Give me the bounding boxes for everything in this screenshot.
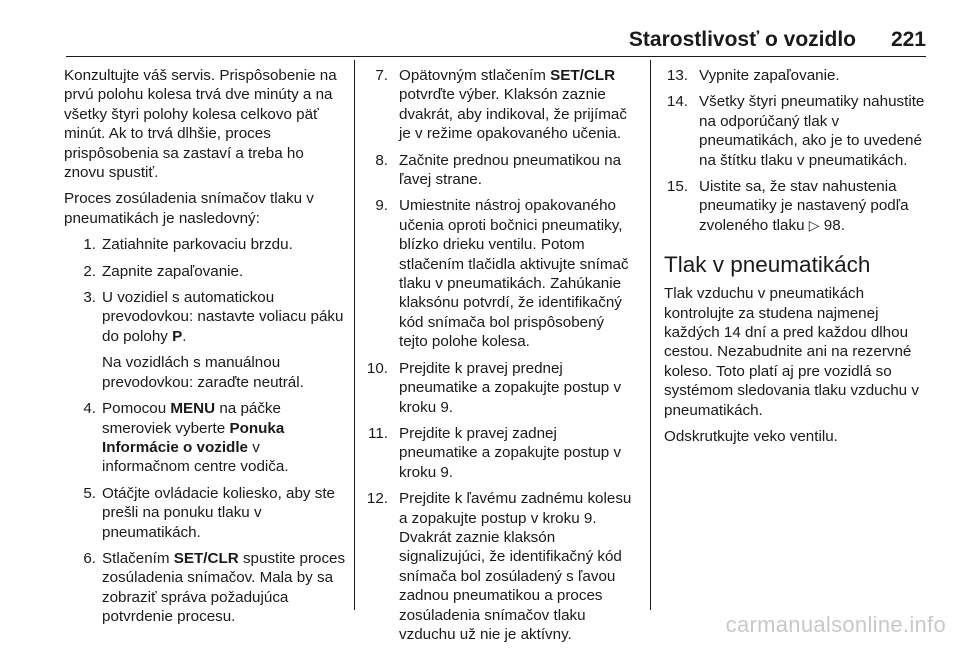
item-number: 15. — [666, 178, 688, 196]
item-text: Opätovným stlačením SET/CLR potvrďte výber. Klaksón zaznie dvakrát, aby indikoval, že prijímač je v režime opakovaného učenia. — [399, 67, 627, 143]
column-divider — [650, 60, 651, 610]
bold-label: SET/CLR — [550, 67, 616, 84]
item-number: 11. — [368, 424, 388, 442]
column-divider — [354, 60, 355, 610]
item-text: Stlačením SET/CLR spustite proces zosúladenia snímačov. Mala by sa zobraziť správa požadujúca potvrdenie procesu. — [102, 549, 346, 626]
item-text: Pomocou MENU na páčke smeroviek vyberte Ponuka Informácie o vozidle v informačnom centre vodiča. — [102, 400, 289, 476]
page-reference-link[interactable]: 98 — [823, 216, 841, 234]
item-number: 4. — [83, 400, 96, 418]
list-item — [364, 489, 636, 644]
item-number: 9. — [375, 197, 388, 215]
item-number: 6. — [83, 549, 96, 567]
list-item — [664, 66, 934, 85]
item-number: 1. — [83, 236, 96, 254]
item-number: 13. — [666, 67, 688, 84]
list-item — [64, 262, 346, 281]
list-item — [364, 359, 636, 417]
item-number: 3. — [83, 289, 96, 307]
page-title: Starostlivosť o vozidlo — [628, 28, 856, 51]
item-number: 10. — [366, 359, 388, 377]
item-text: Umiestnite nástroj opakovaného učenia oproti bočnici pneumatiky, blízko drieku ventilu. Potom stlačením tlačidla aktivujte snímač tlaku v pneumatikách. Zahúkanie klaksónu potvrdí, že identifikačný kód snímača bol prispôsobený tejto polohe kolesa. — [399, 197, 629, 351]
page-reference-icon: ▷ — [808, 216, 820, 233]
item-number: 7. — [375, 67, 388, 84]
bold-label: SET/CLR — [173, 549, 239, 567]
item-number: 12. — [366, 490, 388, 508]
bold-label: P — [172, 327, 183, 345]
item-number: 5. — [83, 484, 96, 502]
list-item — [64, 288, 346, 392]
bold-label: Ponuka Informácie o vozidle — [102, 419, 285, 456]
bold-label: MENU — [170, 400, 216, 418]
section-heading: Tlak v pneumatikách — [664, 252, 871, 278]
list-item — [664, 177, 934, 235]
item-subtext: Na vozidlách s manuálnou prevodovkou: zaraďte neutrál. — [102, 354, 304, 391]
list-item — [64, 549, 346, 627]
item-text: U vozidiel s automatickou prevodovkou: nastavte voliacu páku do polohy P. — [102, 289, 344, 345]
list-item — [64, 235, 346, 254]
column-3 — [664, 66, 934, 454]
section-paragraph: Odskrutkujte veko ventilu. — [664, 428, 838, 446]
item-text: Zatiahnite parkovaciu brzdu. — [102, 236, 293, 254]
intro-paragraph: Konzultujte váš servis. Prispôsobenie na prvú polohu kolesa trvá dve minúty a na všetky štyri polohy kolesa celkovo päť minút. Ak to trvá dlhšie, proces prispôsobenia sa zastaví a treba ho znovu spustiť. — [64, 67, 337, 182]
column-2 — [364, 66, 636, 651]
watermark: carmanualsonline.info — [725, 612, 946, 637]
list-item — [364, 196, 636, 351]
column-1 — [64, 66, 346, 634]
list-item — [364, 424, 636, 482]
list-item — [364, 151, 636, 190]
item-number: 8. — [375, 151, 388, 169]
item-text: Prejdite k ľavému zadnému kolesu a zopakujte postup v kroku 9. Dvakrát zaznie klaksón signalizujúci, že identifikačný kód snímača bol zosúladený s ľavou zadnou pneumatikou a proces zosúladenia snímačov tlaku vzduchu už nie je aktívny. — [399, 490, 632, 643]
item-text: Zapnite zapaľovanie. — [102, 262, 244, 280]
item-number: 14. — [666, 93, 688, 111]
item-text: Začnite prednou pneumatikou na ľavej strane. — [399, 151, 622, 189]
section-paragraph: Tlak vzduchu v pneumatikách kontrolujte za studena najmenej každých 14 dní a pred každou dlhou cestou. Nezabudnite ani na rezervné koleso. Toto platí aj pre vozidlá so systémom sledovania tlaku vzduchu v pneumatikách. — [664, 285, 919, 419]
item-text: Všetky štyri pneumatiky nahustite na odporúčaný tlak v pneumatikách, ako je to uvedené na štítku tlaku v pneumatikách. — [699, 93, 925, 169]
list-item — [364, 66, 636, 144]
item-text: Vypnite zapaľovanie. — [699, 67, 840, 84]
list-item — [664, 92, 934, 170]
item-text: Prejdite k pravej zadnej pneumatike a zopakujte postup v kroku 9. — [399, 424, 622, 481]
item-text: Otáčjte ovládacie koliesko, aby ste prešli na ponuku tlaku v pneumatikách. — [102, 484, 335, 541]
item-text: Prejdite k pravej prednej pneumatike a zopakujte postup v kroku 9. — [399, 359, 622, 416]
list-item — [64, 484, 346, 542]
page-number: 221 — [890, 28, 926, 51]
item-number: 2. — [83, 262, 96, 280]
item-text: Uistite sa, že stav nahustenia pneumatiky je nastavený podľa zvoleného tlaku ▷ 98. — [699, 178, 909, 234]
list-item — [64, 399, 346, 477]
page-header — [66, 26, 926, 57]
procedure-intro: Proces zosúladenia snímačov tlaku v pneumatikách je nasledovný: — [64, 190, 314, 227]
